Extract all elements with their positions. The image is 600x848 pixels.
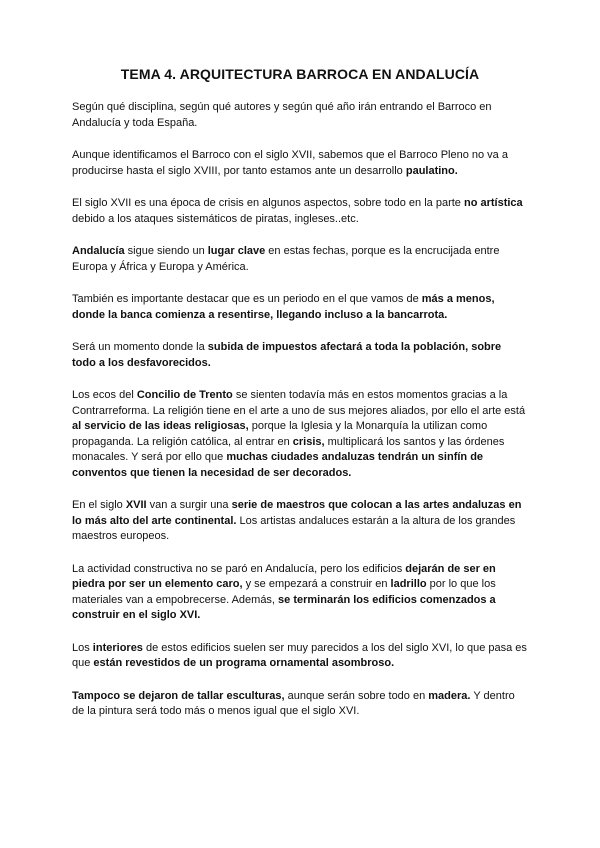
text-run: en estas fechas, porque es la encrucijada entre Europa y África y Europa y América. — [72, 245, 500, 273]
bold-text: crisis, — [292, 435, 325, 448]
text-run: Y dentro de la pintura será todo más o menos igual que el siglo XVI. — [72, 689, 515, 717]
bold-text: Tampoco se dejaron de tallar esculturas, — [72, 689, 285, 702]
text-run: aunque serán sobre todo en — [284, 689, 429, 702]
bold-text: Concilio de Trento — [136, 389, 233, 401]
text-run: y se empezará a construir en — [242, 578, 391, 590]
text-run: También es importante destacar que es un periodo en el que vamos de — [72, 293, 422, 305]
text-run: La actividad constructiva no se paró en Andalucía, pero los edificios — [72, 562, 406, 575]
text-run: Aunque identificamos el Barroco con el siglo XVII, sabemos que el Barroco Pleno no va a producirse hasta el siglo XVIII, por tanto estamos ante un desarrollo — [72, 149, 508, 177]
bold-text: subida de impuestos afectará a toda la población, sobre todo a los desfavorecidos. — [72, 341, 502, 369]
text-run: El siglo XVII es una época de crisis en algunos aspectos, sobre todo en la parte — [72, 197, 464, 209]
bold-text: XVII — [125, 499, 147, 511]
paragraph — [72, 340, 528, 371]
bold-text: madera. — [428, 689, 471, 702]
paragraph — [72, 562, 528, 624]
text-run: Será un momento donde la — [72, 341, 208, 353]
bold-text: están revestidos de un programa ornamental asombroso. — [93, 657, 395, 669]
paragraph — [72, 388, 528, 481]
bold-text: se terminarán los edificios comenzados a construir en el siglo XVI. — [72, 593, 496, 621]
paragraph — [72, 689, 528, 720]
text-run: de estos edificios suelen ser muy parecidos a los del siglo XVI, lo que pasa es que — [72, 641, 527, 669]
paragraph — [72, 244, 528, 275]
paragraph — [72, 641, 528, 672]
bold-text: lugar clave — [207, 245, 266, 257]
text-run: Según qué disciplina, según qué autores y según qué año irán entrando el Barroco en Andalucía y toda España. — [72, 101, 492, 129]
bold-text: interiores — [92, 641, 143, 654]
text-run: debido a los ataques sistemáticos de piratas, ingleses..etc. — [72, 212, 359, 225]
bold-text: paulatino. — [405, 164, 458, 177]
document-body — [72, 100, 528, 720]
paragraph — [72, 100, 528, 131]
paragraph — [72, 148, 528, 179]
bold-text: serie de maestros que colocan a las artes andaluzas en lo más alto del arte continental. — [72, 499, 522, 527]
bold-text: no artística — [463, 197, 523, 209]
paragraph — [72, 196, 528, 227]
text-run: Los artistas andaluces estarán a la altura de los grandes maestros europeos. — [72, 514, 516, 542]
bold-text: muchas ciudades andaluzas tendrán un sinfín de conventos que tienen la necesidad de ser decorados. — [72, 451, 484, 479]
bold-text: ladrillo — [390, 578, 427, 590]
bold-text: al servicio de las ideas religiosas, — [72, 420, 249, 432]
paragraph — [72, 498, 528, 545]
text-run: Los ecos del — [72, 389, 137, 401]
text-run: se sienten todavía más en estos momentos gracias a la Contrarreforma. La religión tiene en el arte a uno de sus mejores aliados, por ello el arte está — [72, 389, 526, 417]
text-run: multiplicará los santos y las órdenes monacales. Y será por ello que — [72, 435, 505, 463]
bold-text: más a menos, donde la banca comienza a resentirse, llegando incluso a la bancarrota. — [72, 293, 495, 321]
text-run: Los — [72, 641, 93, 654]
text-run: En el siglo — [72, 499, 126, 511]
text-run: porque la Iglesia y la Monarquía la utilizan como propaganda. La religión católica, al entrar en — [72, 420, 488, 448]
paragraph — [72, 292, 528, 323]
bold-text: Andalucía — [72, 245, 125, 257]
text-run: sigue siendo un — [124, 245, 208, 257]
text-run: van a surgir una — [146, 499, 232, 511]
text-run: por lo que los materiales van a empobrecerse. Además, — [72, 578, 496, 606]
bold-text: dejarán de ser en piedra por ser un elemento caro, — [72, 562, 496, 590]
page-title: TEMA 4. ARQUITECTURA BARROCA EN ANDALUCÍA — [120, 66, 480, 82]
